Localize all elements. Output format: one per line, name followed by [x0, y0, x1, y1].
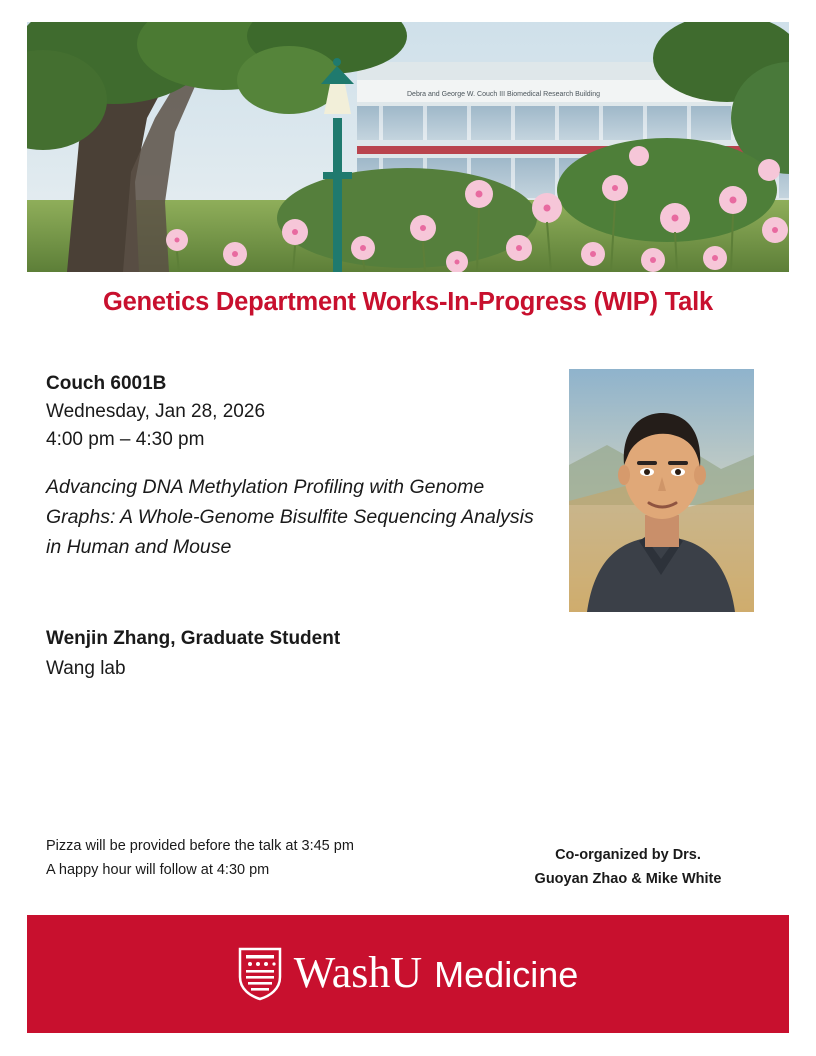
event-notes	[46, 834, 354, 882]
washu-shield-icon	[238, 947, 282, 1001]
speaker-info	[46, 624, 546, 684]
footer-bar	[27, 915, 789, 1033]
shield-svg	[238, 947, 282, 1001]
logo-secondary-text: Medicine	[434, 954, 579, 995]
note-happy-hour: A happy hour will follow at 4:30 pm	[46, 862, 270, 878]
event-date: Wednesday, Jan 28, 2026	[46, 401, 266, 422]
speaker-portrait-illustration	[569, 369, 754, 612]
co-organizers-names: Guoyan Zhao & Mike White	[534, 871, 722, 887]
washu-medicine-logo	[238, 947, 579, 1001]
hero-illustration	[27, 22, 789, 272]
hero-photo	[27, 22, 789, 272]
event-venue: Couch 6001B	[46, 373, 167, 394]
co-organizers	[497, 843, 759, 891]
page-title: Genetics Department Works-In-Progress (WIP) Talk	[102, 288, 714, 316]
note-pizza: Pizza will be provided before the talk at 3:45 pm	[46, 838, 354, 854]
svg-text:Debra and George W. Couch III: Debra and George W. Couch III Biomedical Research Building	[407, 91, 600, 98]
logo-primary-text: WashU	[293, 948, 423, 997]
speaker-name: Wenjin Zhang, Graduate Student	[46, 628, 341, 649]
co-organizers-label: Co-organized by Drs.	[555, 847, 701, 863]
speaker-photo	[569, 369, 754, 612]
speaker-lab: Wang lab	[46, 658, 126, 679]
event-time: 4:00 pm – 4:30 pm	[46, 429, 205, 450]
event-details	[46, 370, 546, 562]
talk-title: Advancing DNA Methylation Profiling with Genome Graphs: A Whole-Genome Bisulfite Sequencing Analysis in Human and Mouse	[46, 476, 534, 558]
